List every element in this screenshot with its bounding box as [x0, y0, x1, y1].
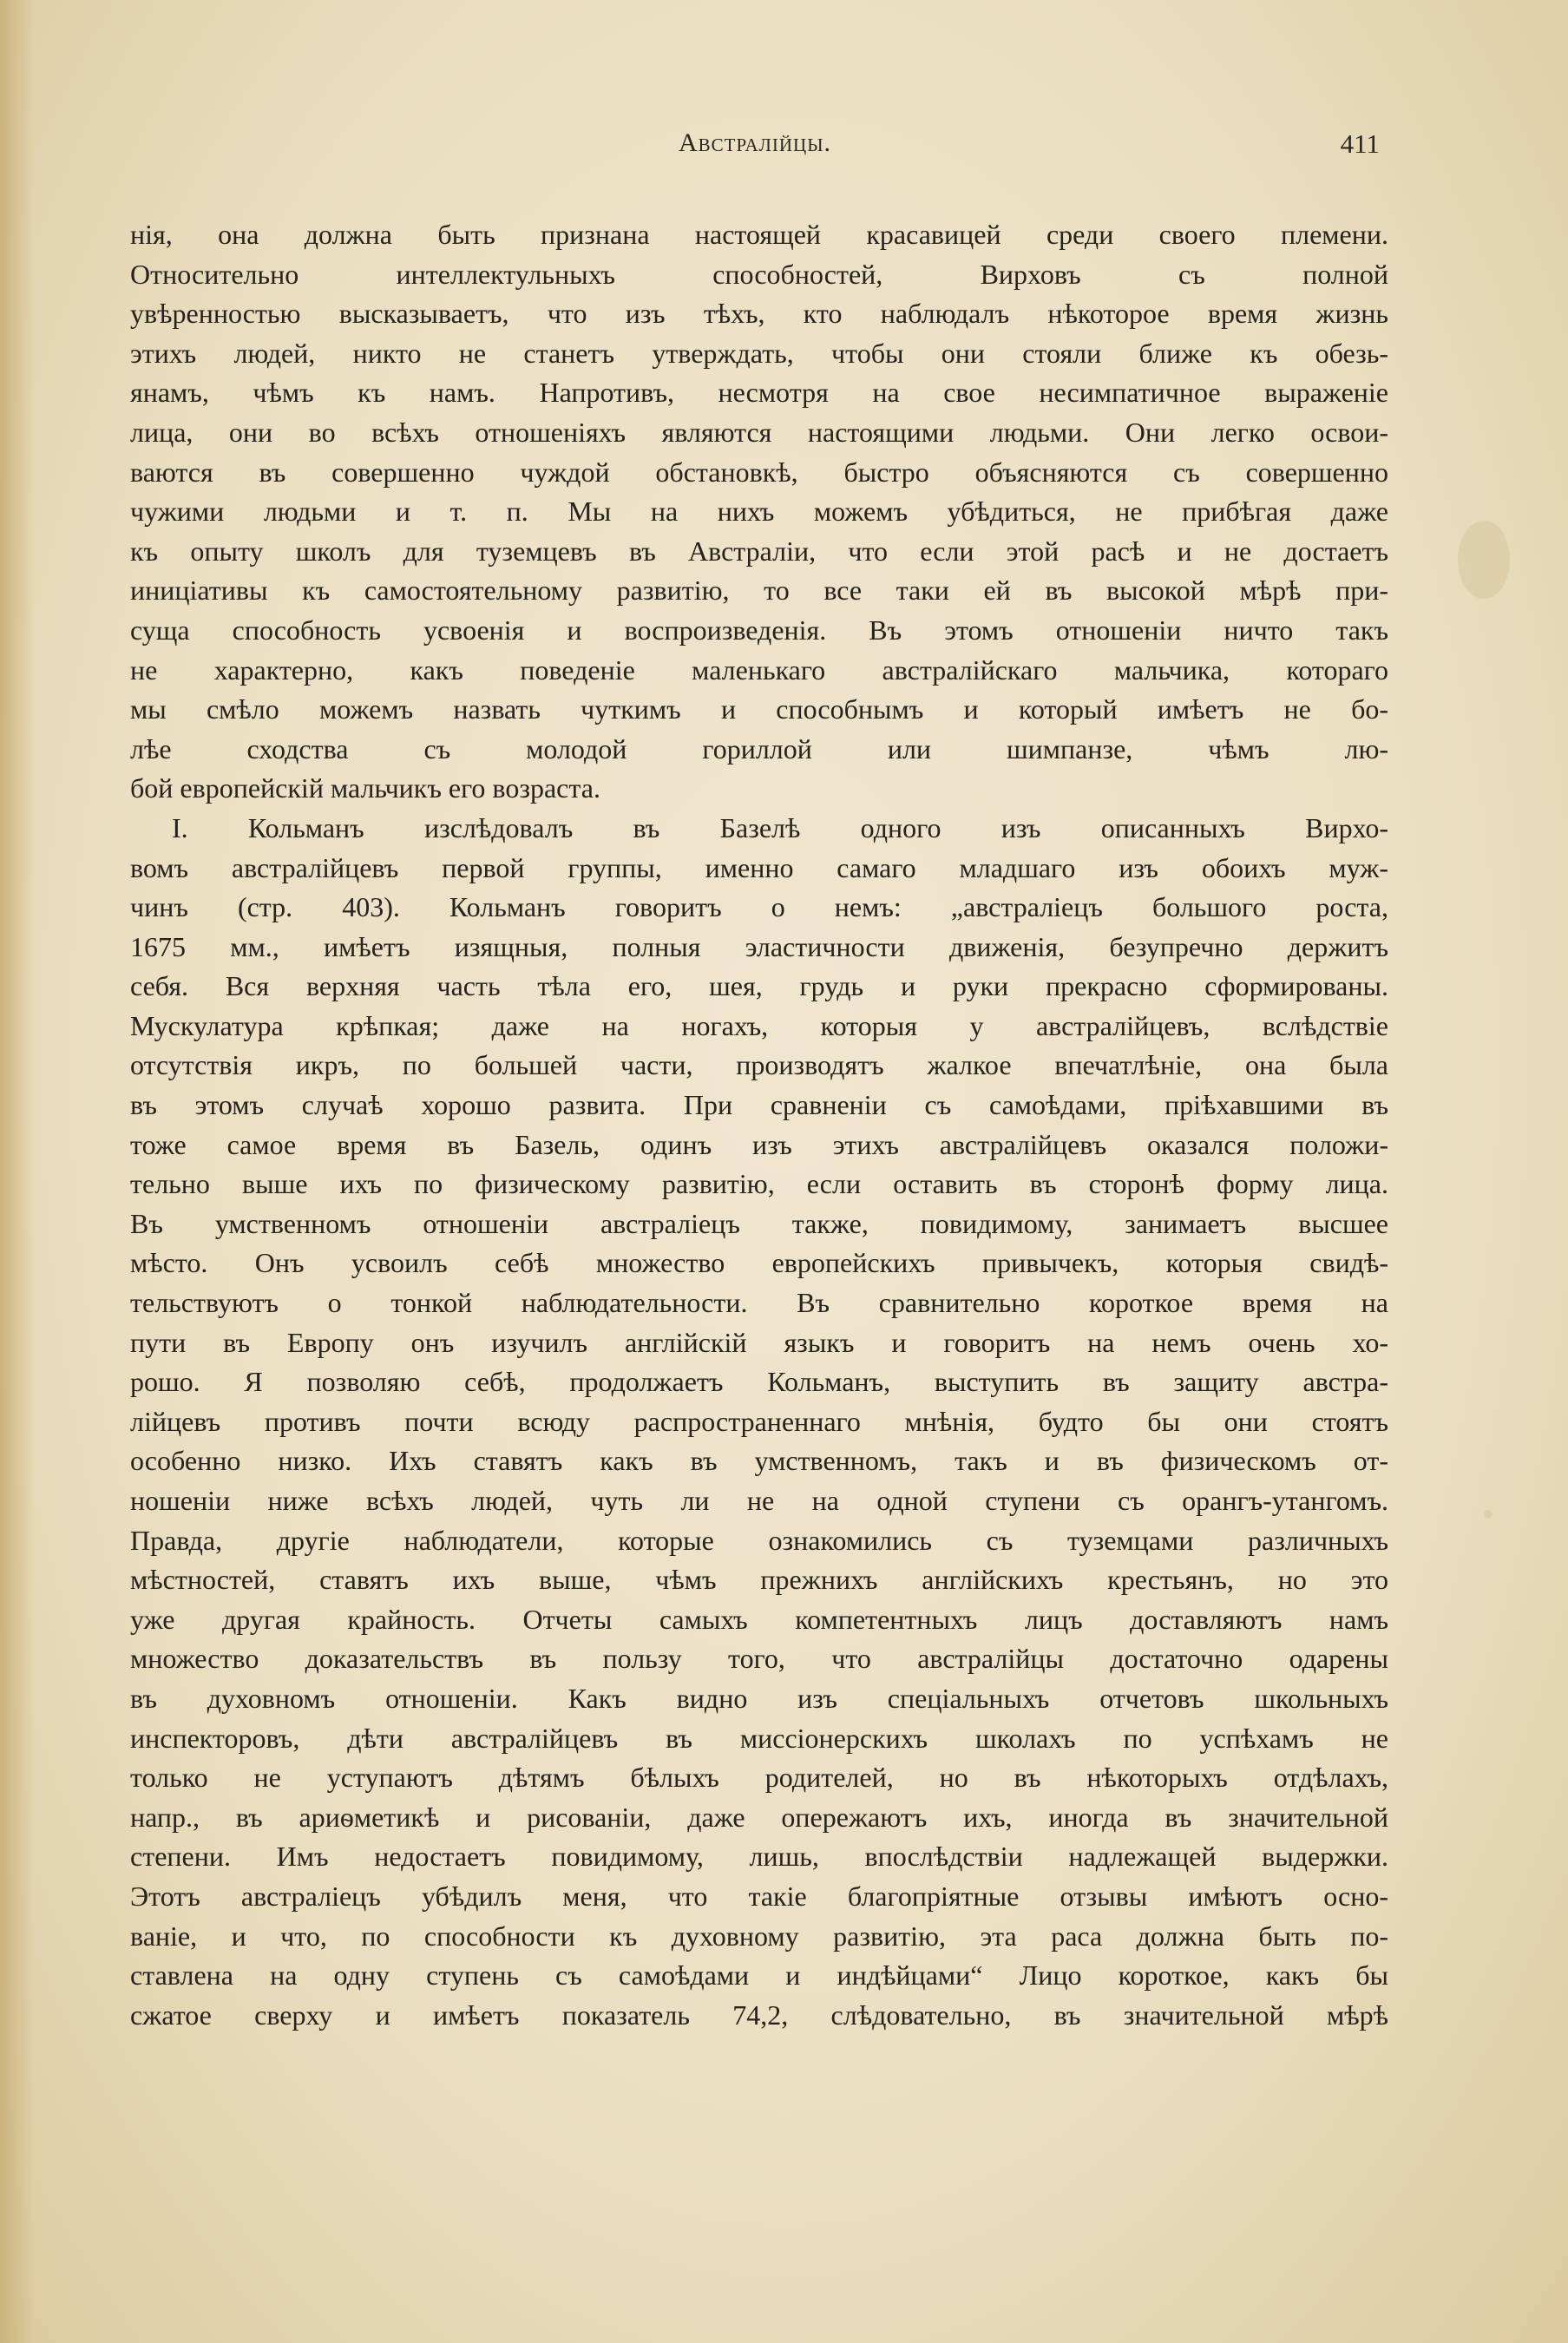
- paper-spot: [1484, 1510, 1493, 1519]
- running-title: Австралійцы.: [678, 128, 832, 157]
- text-line: степени. Имъ недостаетъ повидимому, лишь, впослѣдствіи надлежащей выдержки.: [130, 1841, 1388, 1873]
- text-line: рошо. Я позволяю себѣ, продолжаетъ Кольманъ, выступить въ защиту австра-: [130, 1366, 1388, 1398]
- text-line: чужими людьми и т. п. Мы на нихъ можемъ убѣдиться, не прибѣгая даже: [130, 496, 1388, 528]
- text-line: лѣе сходства съ молодой гориллой или шимпанзе, чѣмъ лю-: [130, 732, 1388, 765]
- text-line: Относительно интеллектульныхъ способностей, Вирховъ съ полной: [130, 258, 1388, 290]
- page-header: [130, 128, 1380, 167]
- text-line: иниціативы къ самостоятельному развитію, то все таки ей въ высокой мѣрѣ при-: [130, 574, 1388, 607]
- text-line: вомъ австралійцевъ первой группы, именно самаго младшаго изъ обоихъ муж-: [130, 851, 1388, 883]
- text-line: не характерно, какъ поведеніе маленькаго австралійскаго мальчика, котораго: [130, 653, 1388, 686]
- text-line: чинъ (стр. 403). Кольманъ говоритъ о немъ: „австраліецъ большого роста,: [130, 891, 1388, 923]
- text-line: ваніе, и что, по способности къ духовному развитію, эта раса должна быть по-: [130, 1920, 1388, 1952]
- text-line: сжатое сверху и имѣетъ показатель 74,2, слѣдовательно, въ значительной мѣрѣ: [130, 1998, 1388, 2031]
- text-line: инспекторовъ, дѣти австралійцевъ въ миссіонерскихъ школахъ по успѣхамъ не: [130, 1722, 1388, 1754]
- text-line: ношеніи ниже всѣхъ людей, чуть ли не на одной ступени съ орангъ-утангомъ.: [130, 1485, 1388, 1516]
- text-line: Этотъ австраліецъ убѣдилъ меня, что такіе благопріятные отзывы имѣютъ осно-: [130, 1880, 1388, 1912]
- text-line: отсутствія икръ, по большей части, производятъ жалкое впечатлѣніе, она была: [130, 1049, 1388, 1081]
- text-line: тельствуютъ о тонкой наблюдательности. Въ сравнительно короткое время на: [130, 1287, 1388, 1319]
- text-line: мѣстностей, ставятъ ихъ выше, чѣмъ прежнихъ англійскихъ крестьянъ, но это: [130, 1564, 1388, 1596]
- text-line: лица, они во всѣхъ отношеніяхъ являются настоящими людьми. Они легко освои-: [130, 416, 1388, 448]
- body-text: [130, 215, 1388, 2035]
- text-line: только не уступаютъ дѣтямъ бѣлыхъ родителей, но въ нѣкоторыхъ отдѣлахъ,: [130, 1762, 1388, 1794]
- text-line: напр., въ ариѳметикѣ и рисованіи, даже опережаютъ ихъ, иногда въ значительной: [130, 1801, 1388, 1833]
- text-line: этихъ людей, никто не станетъ утверждать, чтобы они стояли ближе къ обезь-: [130, 337, 1388, 369]
- text-line: Правда, другіе наблюдатели, которые ознакомились съ туземцами различныхъ: [130, 1524, 1388, 1556]
- text-line: пути въ Европу онъ изучилъ англійскій языкъ и говоритъ на немъ очень хо-: [130, 1326, 1388, 1358]
- text-line: тельно выше ихъ по физическому развитію, если оставить въ сторонѣ форму лица.: [130, 1168, 1388, 1200]
- text-line: увѣренностью высказываетъ, что изъ тѣхъ, кто наблюдалъ нѣкоторое время жизнь: [130, 298, 1388, 330]
- text-line: множество доказательствъ въ пользу того, что австралійцы достаточно одарены: [130, 1643, 1388, 1675]
- text-line: уже другая крайность. Отчеты самыхъ компетентныхъ лицъ доставляютъ намъ: [130, 1603, 1388, 1635]
- text-line: себя. Вся верхняя часть тѣла его, шея, грудь и руки прекрасно сформированы.: [130, 970, 1388, 1002]
- text-line: Мускулатура крѣпкая; даже на ногахъ, которыя у австралійцевъ, вслѣдствіе: [130, 1009, 1388, 1041]
- text-line: тоже самое время въ Базель, одинъ изъ этихъ австралійцевъ оказался положи-: [130, 1128, 1388, 1160]
- text-line: суща способность усвоенія и воспроизведенія. Въ этомъ отношеніи ничто такъ: [130, 614, 1388, 646]
- text-line: ставлена на одну ступень съ самоѣдами и индѣйцами“ Лицо короткое, какъ бы: [130, 1959, 1388, 1992]
- paper-stain: [1458, 521, 1510, 599]
- text-line: 1675 мм., имѣетъ изящныя, полныя эластичности движенія, безупречно держитъ: [130, 930, 1388, 962]
- text-line: особенно низко. Ихъ ставятъ какъ въ умственномъ, такъ и въ физическомъ от-: [130, 1445, 1388, 1477]
- text-line: бой европейскій мальчикъ его возраста.: [130, 772, 600, 804]
- text-line: мы смѣло можемъ назвать чуткимъ и способнымъ и который имѣетъ не бо-: [130, 693, 1388, 725]
- text-line: въ этомъ случаѣ хорошо развита. При сравненіи съ самоѣдами, пріѣхавшими въ: [130, 1089, 1388, 1121]
- text-line: нія, она должна быть признана настоящей красавицей среди своего племени.: [130, 219, 1388, 250]
- text-line: къ опыту школъ для туземцевъ въ Австраліи, что если этой расѣ и не достаетъ: [130, 535, 1388, 567]
- text-line: въ духовномъ отношеніи. Какъ видно изъ спеціальныхъ отчетовъ школьныхъ: [130, 1682, 1388, 1714]
- text-line: I. Кольманъ изслѣдовалъ въ Базелѣ одного изъ описанныхъ Вирхо-: [172, 811, 1388, 843]
- text-line: Въ умственномъ отношеніи австраліецъ также, повидимому, занимаетъ высшее: [130, 1207, 1388, 1239]
- text-line: янамъ, чѣмъ къ намъ. Напротивъ, несмотря на свое несимпатичное выраженіе: [130, 377, 1388, 409]
- page-edge-shadow: [0, 0, 35, 2343]
- text-line: мѣсто. Онъ усвоилъ себѣ множество европейскихъ привычекъ, которыя свидѣ-: [130, 1247, 1388, 1279]
- text-line: лійцевъ противъ почти всюду распространеннаго мнѣнія, будто бы они стоятъ: [130, 1405, 1388, 1437]
- page-number: 411: [1340, 128, 1380, 159]
- text-line: ваются въ совершенно чуждой обстановкѣ, быстро объясняются съ совершенно: [130, 456, 1388, 488]
